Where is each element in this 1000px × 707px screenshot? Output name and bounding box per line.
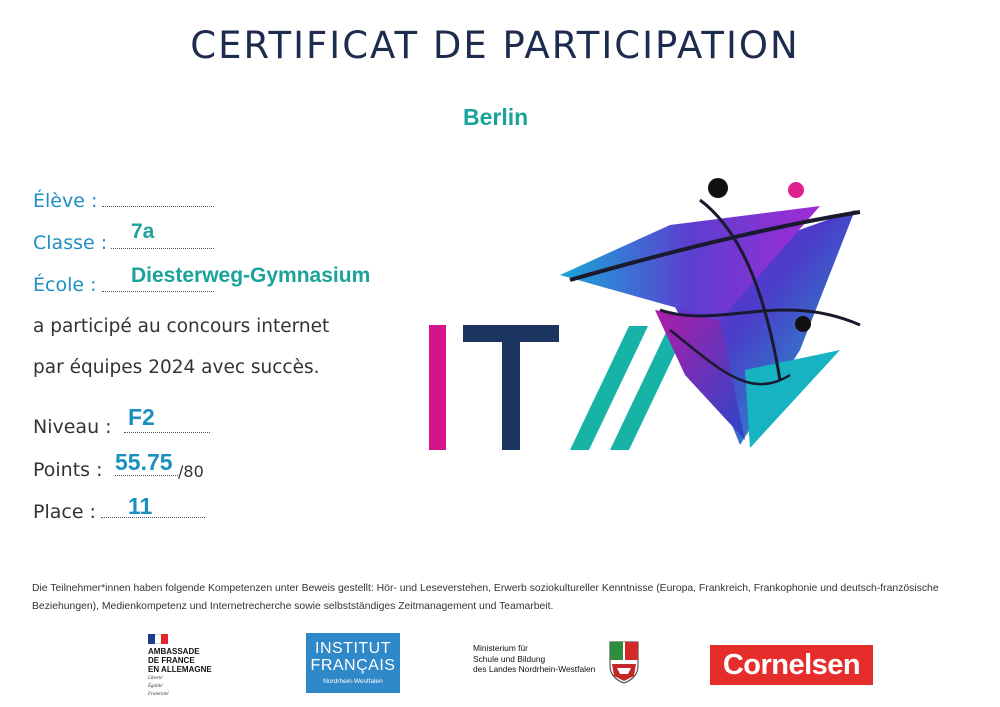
embassy-line-1: AMBASSADE: [148, 647, 200, 656]
ecole-label: École :: [33, 274, 97, 296]
ministry-line-2: Schule und Bildung: [473, 653, 546, 664]
embassy-motto-1: Liberté: [148, 676, 163, 681]
place-dotted-line: [101, 517, 205, 518]
itw-dot-black-2: [795, 316, 811, 332]
itw-letter-i: [429, 325, 446, 450]
institut-line-2: FRANÇAIS: [310, 657, 396, 674]
classe-label: Classe :: [33, 232, 108, 254]
itw-letter-t-stem: [502, 325, 520, 450]
points-value: 55.75: [115, 449, 173, 475]
eleve-label: Élève :: [33, 190, 98, 212]
niveau-dotted-line: [124, 432, 210, 433]
embassy-logo: [148, 634, 228, 697]
institut-line-1: INSTITUT: [315, 640, 391, 657]
ecole-value: Diesterweg-Gymnasium: [131, 264, 371, 287]
cornelsen-logo: Cornelsen: [710, 645, 873, 685]
eleve-dotted-line: [102, 206, 214, 207]
french-flag-icon: [148, 634, 168, 644]
itw-logo: [420, 170, 880, 470]
participation-line-1: a participé au concours internet: [33, 316, 330, 337]
place-label: Place :: [33, 501, 96, 523]
classe-dotted-line: [111, 248, 214, 249]
embassy-line-3: EN ALLEMAGNE: [148, 665, 212, 674]
embassy-motto-3: Fraternité: [148, 692, 169, 697]
participation-line-2: par équipes 2024 avec succès.: [33, 357, 320, 378]
place-value: 11: [128, 493, 153, 519]
niveau-label: Niveau :: [33, 416, 112, 438]
embassy-line-2: DE FRANCE: [148, 656, 195, 665]
nrw-coat-of-arms-icon: [608, 640, 640, 684]
ministry-logo: [473, 643, 648, 693]
itw-dot-black-1: [708, 178, 728, 198]
ecole-dotted-line: [102, 291, 214, 292]
ministry-line-1: Ministerium für: [473, 643, 528, 653]
certificate-title: CERTIFICAT DE PARTICIPATION: [190, 24, 800, 67]
points-max: /80: [178, 462, 204, 481]
competences-text: Die Teilnehmer*innen haben folgende Kompetenzen unter Beweis gestellt: Hör- und Leseverstehen, Erwerb soziokultureller Kenntnisse (Europa, Frankreich, Frankophonie und deutsch-französische Beziehungen), Medienkompetenz und Internetrecherche sowie selbstständiges Zeitmanagement und Teamarbeit.: [32, 583, 939, 612]
classe-value: 7a: [131, 220, 155, 243]
institut-region: Nordrhein-Westfalen: [323, 678, 383, 685]
niveau-value: F2: [128, 404, 155, 430]
city-name: Berlin: [463, 104, 529, 130]
points-label: Points :: [33, 459, 103, 481]
institut-francais-logo: [306, 633, 400, 693]
itw-dot-magenta: [788, 182, 804, 198]
embassy-motto-2: Égalité: [148, 684, 163, 689]
ministry-line-3: des Landes Nordrhein-Westfalen: [473, 664, 596, 674]
